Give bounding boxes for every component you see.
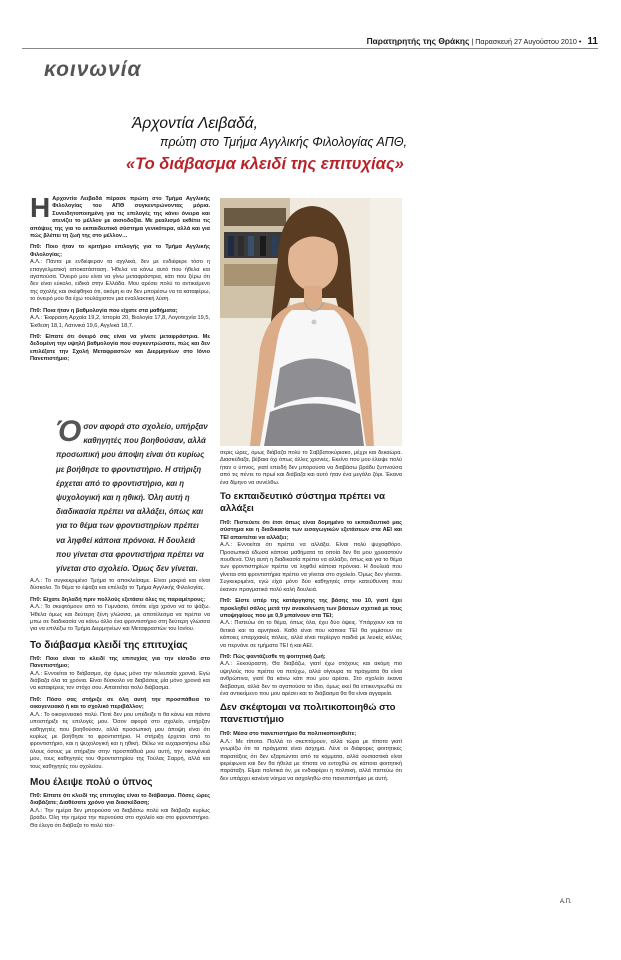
headline-subtitle: πρώτη στο Τμήμα Αγγλικής Φιλολογίας ΑΠΘ,: [160, 135, 408, 149]
qa-block: Πτ0: Μέσα στο πανεπιστήμιο θα πολιτικοποιηθείτε; Α.Λ.: Με τίποτα. Πολλά το σκεπτόμουν, αλλά τώρα με τίποτα γιατί γνωρίζω ότι τα πράγματα είναι άσχημα. Λένε οι διάφορες φοιτητικές παρατάξεις ότι δεν εξαρτώνται από τα κόμματα, αλλά ουσιαστικά είναι φερέφωνα και δεν θα ήθελα με τίποτα να εντοχθώ σε κάποια φοιτητική παράταξη. Είμαι πολιτικά όν, με ενδιαφέρει η πολιτική, αλλά πιστεύω ότι δεν υπάρχει κανένα νόημα να ασχοληθώ στο πανεπιστήμιο με αυτή.: [220, 731, 402, 782]
author-signature: Α.Π.: [560, 899, 572, 905]
section-title: κοινωνία: [44, 58, 142, 81]
pull-quote: Ό σον αφορά στο σχολείο, υπήρξαν καθηγητές που βοηθούσαν, αλλά προσωπική μου άποψη είναι ότι κυρίως με βοήθησε το φροντιστήριο. Η στήριξη έρχεται από το φροντιστήριο, και η ψυχολογική και η ηθική. Όλη αυτή η διαδικασία πρέπει να αλλάξει, όπως και για το θέμα των φροντιστηρίων πρέπει να ληφθεί κάποια πρόνοια. Η δουλειά που γίνεται στα φροντιστήρια πρέπει να γίνεται στο σχολείο. Όμως δεν γίνεται.: [56, 415, 208, 574]
drop-cap: Η: [30, 192, 51, 223]
pull-quote-cap: Ό: [56, 415, 82, 448]
qa-block: Πτ0: Ποιο είναι το κλειδί της επιτυχίας για την είσοδο στο Πανεπιστήμιο; Α.Λ.: Εννοείται το διάβασμα, όχι όμως μόνο την τελευταία χρονιά. Εγώ διάβαζα όλα τα χρόνια. Είναι δύσκολο να διαβάσεις μία μόνο χρονιά και να καταφέρεις τον στόχο σου. Απαιτείται πολύ διάβασμα.: [30, 655, 210, 692]
left-column-upper: [30, 192, 210, 368]
paper-name: Παρατηρητής της Θράκης: [366, 36, 470, 46]
masthead: Παρατηρητής της Θράκης | Παρασκευή 27 Αυγούστου 2010 • 11: [366, 36, 598, 47]
subheading: Το διάβασμα κλειδί της επιτυχίας: [30, 639, 188, 651]
left-column-lower: [30, 578, 210, 834]
page-number: 11: [587, 36, 598, 47]
qa-block: Πτ0: Είπατε ότι όνειρό σας είναι να γίνετε μεταφράστρια. Με δεδομένη την υψηλή βαθμολογία που συγκεντρώσατε, πώς και δεν επιλέξατε την Σχολή Μεταφραστών και Διερμηνέων στο Ιόνιο Πανεπιστήμιο;: [30, 333, 210, 363]
masthead-rule: [22, 48, 598, 49]
subheading: Το εκπαιδευτικό σύστημα πρέπει να αλλάξει: [220, 491, 386, 514]
qa-block: Πτ0: Πιστεύετε ότι έτσι όπως είναι δομημένο το εκπαιδευτικό μας σύστημα και η διαδικασία των εισαγωγικών εξετάσεων στα ΑΕΙ και ΤΕΙ απαιτείται να αλλάξει; Α.Λ.: Εννοείται ότι πρέπει να αλλάξει. Είναι πολύ ψυχοφθόρο. Προσωπικά έδωσα κάποια μαθήματα τα οποία δεν θα μου χρειαστούν πουθενά. Όλη αυτή η διαδικασία πρέπει να αλλάξει, όπως και για το θέμα των φροντιστηρίων πρέπει να ληφθεί κάποια πρόνοια. Η δουλειά που γίνεται στα φροντιστήρια πρέπει να γίνεται στο σχολείο. Όμως δεν γίνεται. Συγκεκριμένα, εγώ είχα μόνο δύο καθηγητές στην κατεύθυνση που έκαναν πραγματικά πολύ καλή δουλειά.: [220, 520, 402, 593]
qa-block: Πτ0: Ποιο ήταν το κριτήριο επιλογής για το Τμήμα Αγγλικής Φιλολογίας; Α.Λ.: Πάντα με ενδιέφεραν τα αγγλικά, δεν με ενδιέφερε τόσο η επαγγελματική αποκατάσταση. Ήθελα να κάνω αυτό που ήθελα και αγαπούσα. Όνειρό μου είναι να γίνω μεταφράστρια, κάτι που ξέρω ότι δεν είναι εύκολο, ειδικά στην Ελλάδα. Μου αρέσει πολύ το αντικείμενο της σχολής και σκέφθηκα ότι, ακόμη κι αν δεν μπορέσω να τα καταφέρω, το όνειρό μου θα έχω τουλάχιστον μια εναλλακτική λύση.: [30, 244, 210, 303]
headline-name: Άρχοντία Λειβαδά,: [132, 115, 258, 132]
qa-block: Πτ0: Είπατε ότι κλειδί της επιτυχίας είναι το διάβασμα. Πόσες ώρες διαβάζατε; Διαθέσατε χρόνο για διασκέδαση; Α.Λ.: Την ημέρα δεν μπορούσα να διαβάσω πολύ και διάβαζα κυρίως βράδυ. Όλη την ημέρα την περνούσα στο σχολείο και στο φροντιστήριο. Θα έλεγα ότι διάβαζα το πολύ τέσ-: [30, 792, 210, 829]
qa-block: Πτ0: Πόσο σας στήριξε σε όλη αυτή την προσπάθεια το οικογενειακό ή και το σχολικό περιβάλλον; Α.Λ.: Το οικογενειακό πολύ. Ποτέ δεν μου υπέδειξε τι θα κάνω και πάντα υποστήριξε τις επιλογές μου. Όσον αφορά στο σχολείο, υπήρξαν καθηγητές που βοηθούσαν, αλλά προσωπική μου άποψη είναι ότι κυρίως με βοήθησε το φροντιστήριο. Η στήριξη έρχεται από το φροντιστήριο, και η ψυχολογική και η ηθική. Θέλω να ευχαριστήσω εδώ όλους όσους με στήριξαν στην προσπάθειά μου αυτή, την οικογένειά μου, τους καθηγητές του Φροντιστηρίου της Τούλας Σαρρή, αλλά και τους καθηγητές του σχολείου.: [30, 696, 210, 770]
qa-block: Πτ0: Είχατε δηλαδή πριν πολλούς εξετάσει όλες τις παραμέτρους; Α.Λ.: Το σκεφτόμουν από το Γυμνάσιο, όπότε είχα χρόνο να το ψάξω. Ήθελα όμως και δεύτερη ξένη γλώσσα, με αποτέλεσμα να πρέπει να μπω σε διαδικασία να κάνω άλλο ένα φροντιστήριο στη δεύτερη γλώσσα για να επιλέξω το Τμήμα Διερμηνέων και Μεταφραστών του Ιονίου.: [30, 596, 210, 633]
headline-title: «Το διάβασμα κλειδί της επιτυχίας»: [126, 155, 404, 173]
portrait-illustration: [220, 198, 402, 446]
qa-block: Πτ0: Είστε υπέρ της κατάργησης της βάσης του 10, γιατί έχει προκληθεί σάλος μετά την ανακοίνωση των βάσεων σχετικά με τους υποψηφίους που με 0,9 μπαίνουν στα ΤΕΙ; Α.Λ.: Πιστεύω ότι το θέμα, όπως όλα, έχει δύο όψεις. Υπάρχουν και τα θετικά και τα αρνητικά. Καθό είναι που κάποια ΤΕΙ θα γεμίσουν σε κάποιες επαρχιακές πόλεις, αλλά είναι περίεργο παιδιά με λευκές κόλλες να περνάνε σε τμήματα ΤΕΙ ή και ΑΕΙ.: [220, 598, 402, 649]
answer-continuation: Α.Λ.: Το συγκεκριμένο Τμήμα το αποκλείσαμε. Είναι μακριά και είναι δύσκολο. Το θέμα το έψαξα και επέλεξα το Τμήμα Αγγλικής Φιλολογίας.: [30, 578, 210, 592]
subheading: Δεν σκέφτομαι να πολιτικοποιηθώ στο πανεπιστήμιο: [220, 702, 396, 725]
right-column: [220, 450, 402, 787]
issue-date: Παρασκευή 27 Αυγούστου 2010: [475, 37, 577, 46]
portrait-photo: [220, 198, 402, 446]
lead-paragraph: Η Αρχοντία Λειβαδά πέρασε πρώτη στο Τμήμα Αγγλικής Φιλολογίας του ΑΠΘ συγκεντρώνοντας μόρια. Συνειδητοποιημένη για τις επιλογές της κάνει όνειρα και ατενίζει το μέλλον με αισιοδοξία. Με ρεαλισμό εκθέτει τις απόψεις της για το εκπαιδευτικό σύστημα γενικότερα, αλλά και για πώς βλέπει τη ζωή της στο μέλλον…: [30, 192, 210, 240]
answer-continuation: σερις ώρες, όμως διάβαζα πολύ το Σαββατοκύριακο, μέχρι και δεκαώρα. Διασκέδαζα, βέβαια όχι όπως άλλες χρονιές. Εκείνο που μου έλειψε πολύ ήταν ο ύπνος, γιατί επειδή δεν μπορούσα να διαβάσω βράδυ ξυπνούσα από τις πέντε το πρωί και διάβαζα και αυτό ήταν ένα μεγάλο ζόρι. Έκανα ένα δίμηνο να συνέλθω.: [220, 450, 402, 486]
qa-block: Πτ0: Πώς φαντάζεσθε τη φοιτητική ζωή; Α.Λ.: Ξεκούραστη. Θα διαβάζω, γιατί έχω στόχους και ακόμη πιο υψηλούς που πρέπει να πετύχω, αλλά σίγουρα τα πράγματα θα είναι ανθρώπινα, γιατί θα κάνω κάτι που μου αρέσει. Στο σχολείο έκανα διάβασμα, αλλά δεν το αγαπούσα το ίδιο, όμως εκεί θα επικεντρωθώ σε ένα αντικείμενο που μου αρέσει και το διάβασμα θα θα είναι αγγαρεία.: [220, 653, 402, 697]
subheading: Μου έλειψε πολύ ο ύπνος: [30, 776, 153, 788]
qa-block: Πτ0: Ποια ήταν η βαθμολογία που είχατε στα μαθήματα; Α.Λ.: Έκφραση Αρχαία 19,2, Ιστορία 20, Βιολογία 17,8, Λογοτεχνία 19,5, Έκθεση 18,1, Λατινικά 19,6, Αγγλικά 18,7.: [30, 307, 210, 329]
